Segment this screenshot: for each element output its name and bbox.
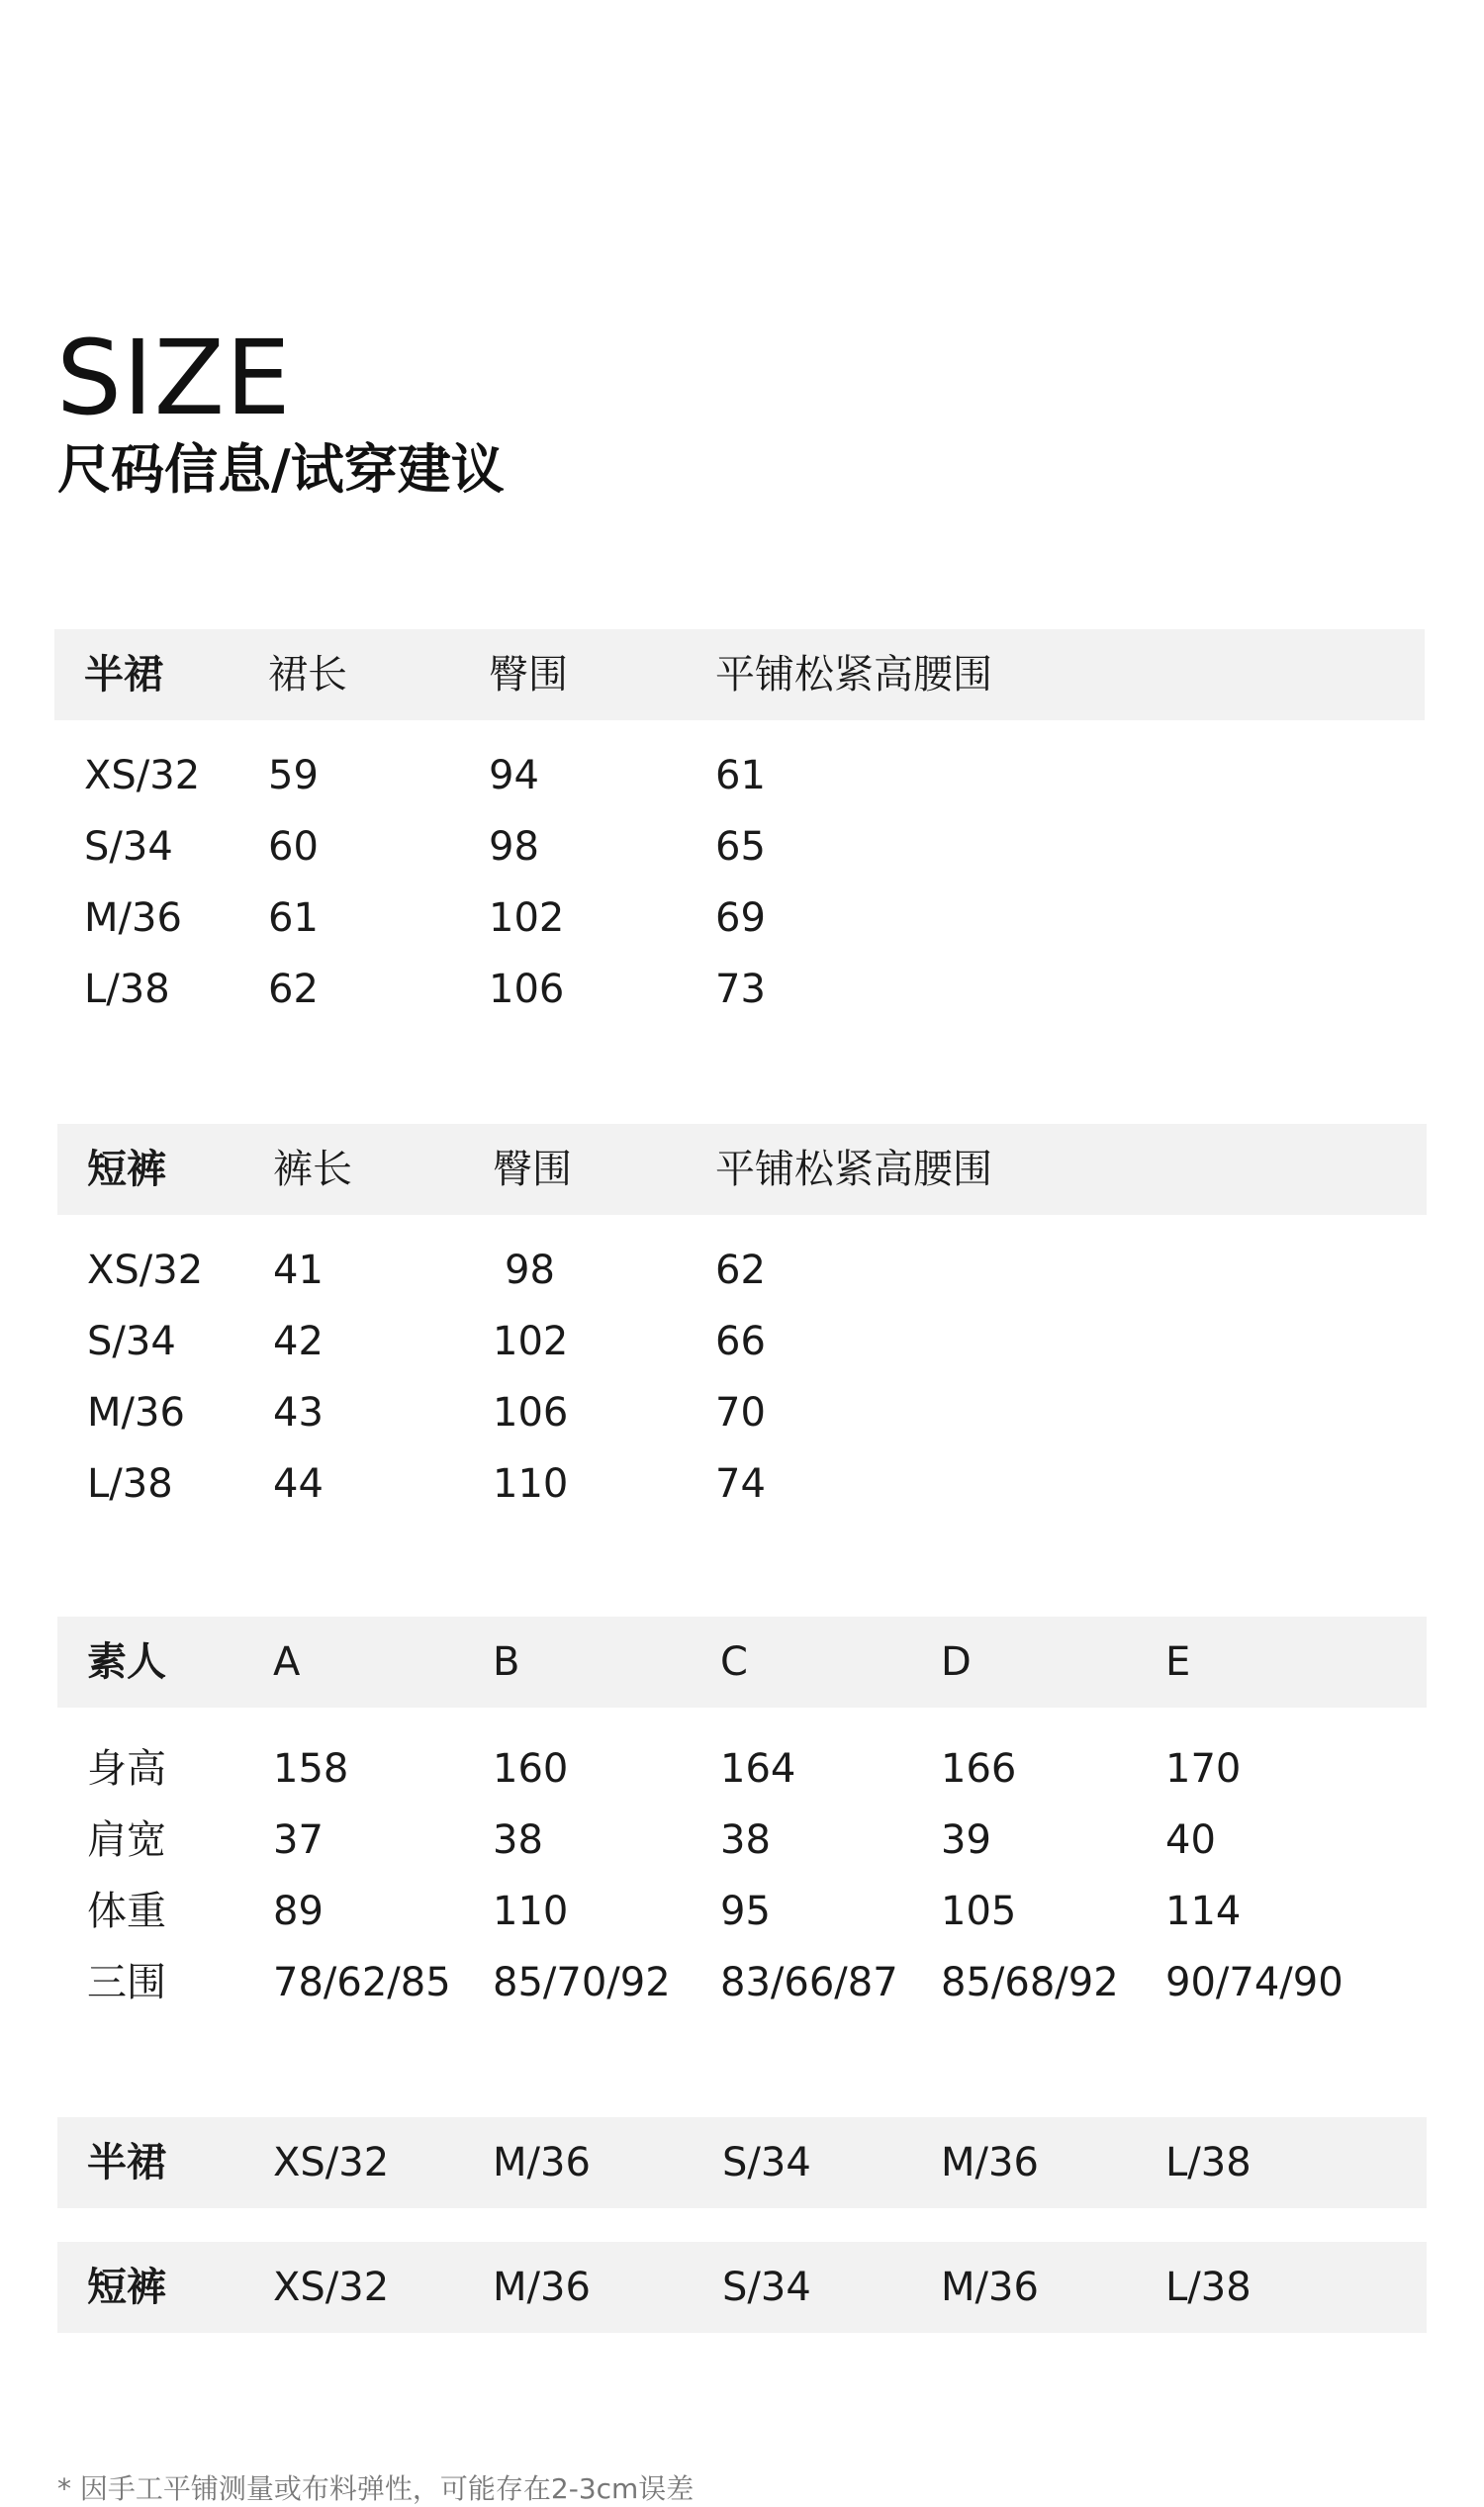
recommendation-row-shorts [57, 2242, 1427, 2333]
page-subtitle: 尺码信息/试穿建议 [57, 438, 505, 501]
row-value-d: 85/68/92 [941, 1960, 1119, 2005]
row-value-e: 170 [1165, 1746, 1242, 1792]
table-row [54, 954, 1425, 1025]
row-waist: 65 [715, 824, 766, 870]
row-value-b: 85/70/92 [493, 1960, 671, 2005]
table-row [54, 882, 1425, 954]
row-hip: 110 [493, 1461, 569, 1507]
row-size: S/34 [87, 1319, 176, 1364]
rec-size-d: M/36 [941, 2140, 1039, 2185]
row-label: 身高 [87, 1746, 166, 1792]
table-row [54, 811, 1425, 882]
row-hip: 106 [493, 1390, 569, 1436]
row-value-c: 95 [720, 1889, 771, 1934]
footnote: * 因手工平铺测量或布料弹性，可能存在2-3cm误差 [57, 2472, 695, 2505]
row-length: 42 [273, 1319, 324, 1364]
row-value-a: 37 [273, 1817, 324, 1863]
shorts-table-body [57, 1235, 1427, 1520]
row-length: 61 [268, 895, 319, 941]
header-cell-b: B [493, 1639, 520, 1685]
row-waist: 61 [715, 753, 766, 798]
row-hip: 94 [489, 753, 539, 798]
rec-size-b: M/36 [493, 2140, 591, 2185]
skirt-table-header [54, 629, 1425, 720]
header-cell-e: E [1165, 1639, 1191, 1685]
row-waist: 74 [715, 1461, 766, 1507]
row-hip: 98 [489, 824, 539, 870]
row-size: M/36 [87, 1390, 185, 1436]
row-value-d: 39 [941, 1817, 991, 1863]
row-waist: 70 [715, 1390, 766, 1436]
row-value-a: 78/62/85 [273, 1960, 451, 2005]
row-label: 体重 [87, 1889, 166, 1934]
header-cell-item: 短裤 [87, 1147, 166, 1192]
header-cell-item: 半裙 [84, 652, 163, 697]
rec-size-e: L/38 [1165, 2140, 1252, 2185]
row-value-e: 90/74/90 [1165, 1960, 1344, 2005]
row-waist: 73 [715, 967, 766, 1012]
header-cell-d: D [941, 1639, 972, 1685]
model-table-header [57, 1617, 1427, 1708]
table-row [57, 1947, 1427, 2018]
table-row [57, 1306, 1427, 1377]
row-length: 43 [273, 1390, 324, 1436]
row-length: 44 [273, 1461, 324, 1507]
rec-size-a: XS/32 [273, 2140, 390, 2185]
header-cell-waist: 平铺松紧高腰围 [715, 652, 992, 697]
row-value-a: 89 [273, 1889, 324, 1934]
row-value-c: 83/66/87 [720, 1960, 898, 2005]
model-measurements-table [57, 1617, 1427, 2018]
header-cell-waist: 平铺松紧高腰围 [715, 1147, 992, 1192]
row-size: L/38 [84, 967, 170, 1012]
page-title: SIZE [56, 318, 292, 438]
table-row [57, 1805, 1427, 1876]
table-row [57, 1235, 1427, 1306]
row-size: L/38 [87, 1461, 173, 1507]
row-value-d: 166 [941, 1746, 1017, 1792]
table-row [57, 1733, 1427, 1805]
row-length: 59 [268, 753, 319, 798]
row-value-c: 38 [720, 1817, 771, 1863]
row-label: 肩宽 [87, 1817, 166, 1863]
row-waist: 69 [715, 895, 766, 941]
rec-size-c: S/34 [722, 2265, 811, 2310]
row-length: 41 [273, 1248, 324, 1293]
model-table-body [57, 1733, 1427, 2018]
row-length: 60 [268, 824, 319, 870]
shorts-table-header [57, 1124, 1427, 1215]
row-label: 三围 [87, 1960, 166, 2005]
table-row [54, 740, 1425, 811]
row-waist: 62 [715, 1248, 766, 1293]
row-hip: 106 [489, 967, 565, 1012]
row-value-a: 158 [273, 1746, 349, 1792]
header-cell-length: 裙长 [268, 652, 347, 697]
table-row [57, 1448, 1427, 1520]
row-size: M/36 [84, 895, 182, 941]
rec-size-e: L/38 [1165, 2265, 1252, 2310]
shorts-size-table [57, 1124, 1427, 1520]
row-size: XS/32 [84, 753, 201, 798]
table-row [57, 1876, 1427, 1947]
header-cell-c: C [720, 1639, 748, 1685]
row-size: XS/32 [87, 1248, 204, 1293]
row-hip: 102 [493, 1319, 569, 1364]
rec-size-a: XS/32 [273, 2265, 390, 2310]
row-length: 62 [268, 967, 319, 1012]
row-value-b: 160 [493, 1746, 569, 1792]
rec-size-d: M/36 [941, 2265, 1039, 2310]
row-waist: 66 [715, 1319, 766, 1364]
table-row [57, 1377, 1427, 1448]
row-size: S/34 [84, 824, 173, 870]
rec-label: 短裤 [87, 2265, 166, 2310]
row-hip: 98 [505, 1248, 555, 1293]
row-value-d: 105 [941, 1889, 1017, 1934]
header-cell-length: 裤长 [273, 1147, 352, 1192]
recommendation-row-skirt [57, 2117, 1427, 2208]
header-cell-hip: 臀围 [493, 1147, 572, 1192]
skirt-size-table [54, 629, 1425, 1025]
header-cell-a: A [273, 1639, 301, 1685]
skirt-table-body [54, 740, 1425, 1025]
row-value-e: 114 [1165, 1889, 1242, 1934]
row-value-b: 38 [493, 1817, 543, 1863]
rec-label: 半裙 [87, 2140, 166, 2185]
rec-size-b: M/36 [493, 2265, 591, 2310]
row-value-c: 164 [720, 1746, 796, 1792]
row-value-e: 40 [1165, 1817, 1216, 1863]
header-cell-model: 素人 [87, 1639, 166, 1685]
rec-size-c: S/34 [722, 2140, 811, 2185]
row-hip: 102 [489, 895, 565, 941]
row-value-b: 110 [493, 1889, 569, 1934]
header-cell-hip: 臀围 [489, 652, 568, 697]
